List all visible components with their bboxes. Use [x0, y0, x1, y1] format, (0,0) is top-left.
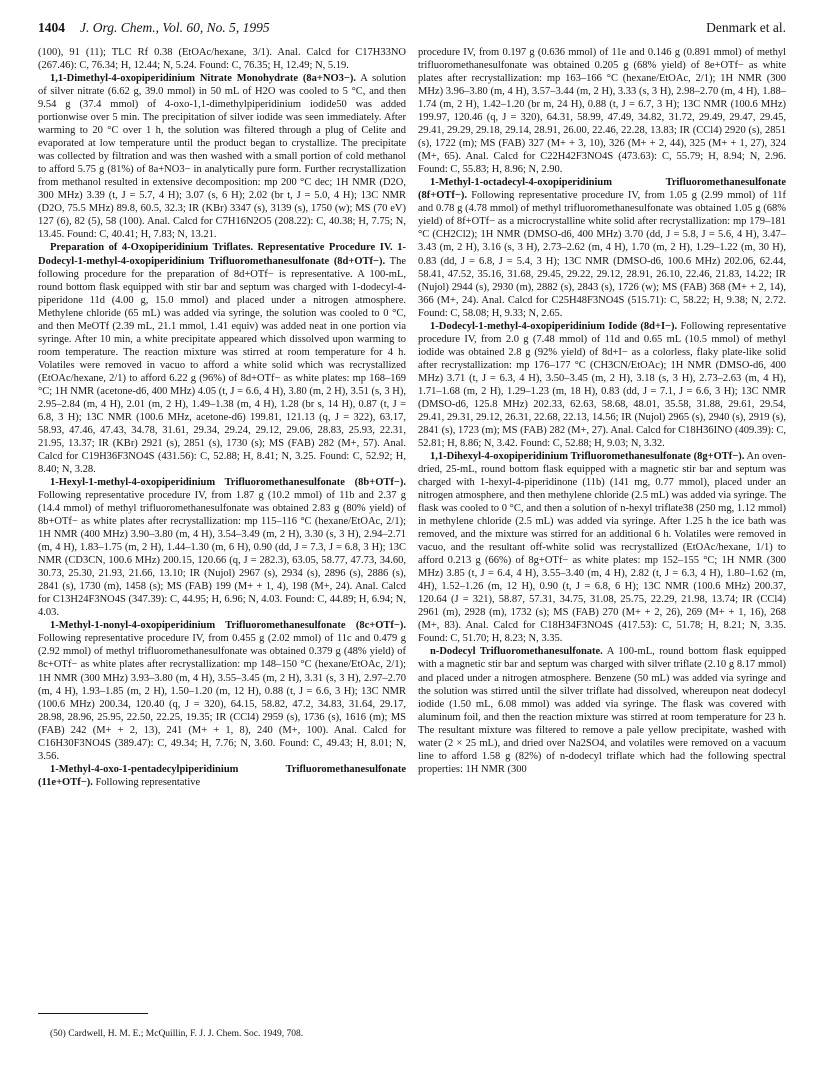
paragraph — [418, 176, 786, 319]
paragraph-heading: n-Dodecyl Trifluoromethanesulfonate. — [430, 646, 603, 658]
paragraph-text: A 100-mL, round bottom flask equipped with a magnetic stir bar and septum was charged with silver triflate (2.10 g 8.17 mmol) and placed under a nitrogen atmosphere. Benzene (50 mL) was added via syringe and the solution was stirred until the silver triflate had dissolved, whereupon neat dodecyl iodide (1.50 mL, 6.08 mmol) was added via syringe. The flask was covered with aluminum foil, and then the reaction mixture was stirred at room temperature for 23 h. The resultant mixture was filtered to remove a pale yellow precipitate, washed with water (2 × 25 mL), and dried over Na2SO4, and volatiles were removed on a vacuum line to afford 1.58 g (82%) of n-dodecyl triflate which had the following spectral properties: 1H NMR (300 — [418, 646, 786, 775]
paragraph-text: (100), 91 (11); TLC Rf 0.38 (EtOAc/hexane, 3/1). Anal. Calcd for C17H33NO (267.46): C, 76.34; H, 12.44; N, 5.24. Found: C, 76.35; H, 12.49; N, 5.19. — [38, 47, 406, 72]
paragraph-heading: 1,1-Dimethyl-4-oxopiperidinium Nitrate Monohydrate (8a+NO3−). — [50, 73, 356, 85]
footnote-rule — [38, 1013, 148, 1014]
paragraph-heading: 1-Hexyl-1-methyl-4-oxopiperidinium Trifluoromethanesulfonate (8b+OTf−). — [50, 477, 406, 489]
paragraph — [38, 763, 406, 789]
paragraph-heading: 1-Dodecyl-1-methyl-4-oxopiperidinium Iodide (8d+I−). — [430, 320, 678, 332]
paragraph — [38, 46, 406, 72]
journal-citation: J. Org. Chem., Vol. 60, No. 5, 1995 — [80, 20, 270, 35]
paragraph — [418, 645, 786, 775]
paragraph — [38, 72, 406, 241]
right-column — [418, 46, 786, 776]
paragraph — [418, 320, 786, 450]
page-header — [38, 20, 786, 40]
paragraph-text: The following procedure for the preparation of 8d+OTf− is representative. A 100-mL, round bottom flask equipped with stir bar and septum was charged with 1-dodecyl-4-piperidone 11d (4.00 g, 15.0 mmol) and placed under a nitrogen atmosphere. Methylene chloride (65 mL) was added via syringe, the solution was cooled to 0 °C, and then MeOTf (2.39 mL, 21.1 mmol, 1.41 equiv) was added neat in one portion via syringe. After 10 min, a white precipitate appeared which dissolved upon warming to room temperature. The reaction mixture was stirred at room temperature for 4 h. Volatiles were removed in vacuo to afford a white solid which was recrystallized (EtOAc/hexane, 2/1) to afford 6.22 g (96%) of 8d+OTf− as white plates: mp 168–169 °C; 1H NMR (acetone-d6, 400 MHz) 4.05 (t, J = 6.6, 4 H), 3.80 (m, 2 H), 3.51 (s, 3 H), 2.95–2.84 (m, 4 H), 2.01 (m, 2 H), 1.49–1.38 (m, 4 H), 1.28 (br s, 14 H), 0.87 (t, J = 6.8, 3 H); 13C NMR (100.6 MHz, acetone-d6) 199.81, 121.13 (q, J = 322), 63.17, 58.93, 47.46, 47.43, 34.78, 31.61, 29.34, 29.24, 29.12, 29.06, 28.83, 25.93, 22.31, 21.95, 13.37; IR (KBr) 2921 (s), 2851 (s), 1730 (s); MS (FAB) 282 (M+, 57). Anal. Calcd for C19H36F3NO4S (431.56): C, 52.88; H, 8.41; N, 3.25. Found: C, 52.92; H, 8.40; N, 3.28. — [38, 255, 406, 475]
paragraph-text: An oven-dried, 25-mL, round bottom flask equipped with a magnetic stir bar and septum was charged with 1-hexyl-4-piperidinone (11b) (141 mg, 0.77 mmol), placed under an nitrogen atmosphere, and then methylene chloride (2.5 mL) was added via syringe. The flask was cooled to 0 °C, and then a solution of n-hexyl triflate38 (250 mg, 1.12 mmol) in methylene chloride (2.5 mL) was added via syringe. After 1.25 h the ice bath was removed, and the mixture was stirred for an additional 6 h. Volatiles were removed in vacuo, and the resultant off-white solid was recrystallized (EtOAc/hexane, 1/1) to afford 0.213 g (66%) of 8g+OTf− as white plates: mp 152–155 °C; 1H NMR (300 MHz) 3.85 (t, J = 6.4, 4 H), 3.55–3.40 (m, 4 H), 2.82 (t, J = 6.3, 4 H), 1.80–1.62 (m, 4H), 1.52–1.26 (m, 12 H), 0.90 (t, J = 6.8, 6 H); 13C NMR (100.6 MHz) 200.37, 120.64 (J = 321), 58.87, 57.31, 34.75, 31.08, 25.75, 22.29, 21.98, 13.74; IR (CCl4) 2961 (m), 2928 (m), 1732 (s); MS (FAB) 270 (M+ + 2, 26), 269 (M+ + 1, 16), 268 (M+, 83). Anal. Calcd for C18H34F3NO4S (417.53): C, 51.78; H, 8.21; N, 3.35. Found: C, 51.70; H, 8.23; N, 3.35. — [418, 450, 786, 645]
left-column — [38, 46, 406, 789]
page-number: 1404 — [38, 20, 65, 35]
paragraph-text: Following representative procedure IV, from 2.0 g (7.48 mmol) of 11d and 0.65 mL (10.5 mmol) of methyl iodide was obtained 2.8 g (92% yield) of 8d+I− as a colorless, flaky plate-like solid after recrystallization: mp 176–177 °C (CH3CN/EtOAc); 1H NMR (DMSO-d6, 400 MHz) 3.71 (t, J = 6.3, 4 H), 3.50–3.45 (m, 2 H), 3.18 (s, 3 H), 2.73–2.63 (m, 4 H), 1.71–1.68 (m, 2 H), 1.29–1.23 (m, 18 H), 0.83 (dd, J = 7.1, J = 6.6, 3 H); 13C NMR (DMSO-d6, 125.8 MHz) 202.33, 62.63, 58.68, 48.01, 35.58, 31.88, 29.61, 29.54, 29.41, 29.31, 29.12, 26.31, 22.68, 22.13, 14.56; IR (Nujol) 2965 (s), 2940 (s), 2919 (s), 2841 (s), 1723 (m); MS (FAB) 282 (M+, 27). Anal. Calcd for C18H36INO (409.39): C, 52.81; H, 8.86; N, 3.42. Found: C, 52.88; H, 9.03; N, 3.32. — [418, 320, 787, 449]
paragraph — [38, 241, 406, 476]
paragraph-text: A solution of silver nitrate (6.62 g, 39.0 mmol) in 50 mL of H2O was cooled to 5 °C, and then 9.54 g (37.4 mmol) of 4-oxo-1,1-dimethylpiperidinium iodide50 was added portionwise over 5 min. The precipitation of silver iodide was seen immediately. After warming to 20 °C over 1 h, the solution was filtered through a plug of Celite and evaporated at low temperature until the product began to crystallize. The precipitate was collected by filtration and was then washed with a small portion of cold methanol to afford 5.75 g (81%) of 8a+NO3− in analytically pure form. Further recrystallization from methanol resulted in extensive decomposition: mp 200 °C dec; 1H NMR (D2O, 300 MHz) 3.39 (t, J = 5.7, 4 H); 3.07 (s, 6 H); 2.02 (br t, J = 5.0, 4 H); 13C NMR (D2O, 75.5 MHz) 89.8, 60.5, 32.3; IR (KBr) 3347 (s), 3139 (s), 1750 (w); MS (70 eV) 127 (6), 82 (5), 58 (100). Anal. Calcd for C7H16N2O5 (208.22): C, 40.38; H, 7.75; N, 13.45. Found: C, 40.41; H, 7.83; N, 13.21. — [38, 73, 406, 241]
paragraph-text: Following representative procedure IV, from 1.87 g (10.2 mmol) of 11b and 2.37 g (14.4 mmol) of methyl trifluoromethanesulfonate was obtained 2.83 g (80% yield) of 8b+OTf− as white plates after recrystallization: mp 115–116 °C (hexane/EtOAc, 2/1); 1H NMR (400 MHz) 3.90–3.80 (m, 4 H), 3.54–3.49 (m, 2 H), 3.30 (s, 3 H), 2.94–2.71 (m, 4 H), 1.83–1.75 (m, 2 H), 1.44–1.30 (m, 6 H), 0.90 (dd, J = 7.3, J = 6.8, 3 H); 13C NMR (CD3CN, 100.6 MHz) 200.15, 120.66 (q, J = 282.3), 63.05, 58.77, 47.73, 34.60, 30.73, 25.30, 21.93, 21.66, 13.10; IR (Nujol) 2967 (s), 2934 (s), 2896 (s), 2886 (s), 2841 (s), 1730 (m), 1458 (s); MS (FAB) 199 (M+ + 1, 4), 198 (M+, 24). Anal. Calcd for C13H24F3NO4S (347.39): C, 44.95; H, 6.96; N, 4.03. Found: C, 44.89; H, 6.94; N, 4.03. — [38, 490, 406, 619]
paragraph-heading: 1-Methyl-4-oxo-1-pentadecylpiperidinium Trifluoromethanesulfonate (11e+OTf−). — [38, 763, 406, 788]
paragraph-heading: Preparation of 4-Oxopiperidinium Triflates. Representative Procedure IV. 1-Dodecyl-1-methyl-4-oxopiperidinium Trifluoromethanesulfonate (8d+OTf−). — [38, 242, 406, 267]
paragraph — [418, 450, 786, 645]
paragraph-heading: 1-Methyl-1-octadecyl-4-oxopiperidinium Trifluoromethanesulfonate (8f+OTf−). — [418, 177, 786, 202]
paragraph-heading: 1-Methyl-1-nonyl-4-oxopiperidinium Trifluoromethanesulfonate (8c+OTf−). — [50, 620, 406, 632]
footnote: (50) Cardwell, H. M. E.; McQuillin, F. J. J. Chem. Soc. 1949, 708. — [50, 1028, 304, 1039]
paragraph — [418, 46, 786, 176]
paragraph-text: Following representative — [95, 776, 201, 788]
paragraph — [38, 619, 406, 762]
running-authors: Denmark et al. — [706, 20, 786, 35]
paragraph-text: procedure IV, from 0.197 g (0.636 mmol) of 11e and 0.146 g (0.891 mmol) of methyl trifluoromethanesulfonate was obtained 0.205 g (68% yield) of 8e+OTf− as white plates after recrystallization: mp 163–166 °C (hexane/EtOAc, 2/1); 1H NMR (300 MHz) 3.96–3.80 (m, 4 H), 3.57–3.44 (m, 2 H), 3.33 (s, 3 H), 2.98–2.70 (m, 4 H), 1.88–1.74 (m, 2 H), 1.42–1.20 (br m, 24 H), 0.88 (t, J = 6.7, 3 H); 13C NMR (100.6 MHz) 199.97, 120.46 (q, J = 320), 64.31, 58.99, 47.49, 34.82, 31.72, 29.49, 29.47, 29.45, 29.41, 29.29, 29.18, 29.14, 28.91, 26.00, 22.46, 22.28, 13.83; IR (CCl4) 2920 (s), 2851 (s), 1722 (m); MS (FAB) 327 (M+ + 3, 10), 326 (M+ + 2, 44), 325 (M+ + 1, 27), 324 (M+, 65). Anal. Calcd for C22H42F3NO4S (473.63): C, 55.79; H, 8.94; N, 2.96. Found: C, 55.83; H, 8.96; N, 2.90. — [418, 47, 786, 176]
paragraph-text: Following representative procedure IV, from 0.455 g (2.02 mmol) of 11c and 0.479 g (2.92 mmol) of methyl trifluoromethanesulfonate was obtained 0.379 g (48% yield) of 8c+OTf− as white plates after recrystallization: mp 148–150 °C (hexane/EtOAc, 2/1); 1H NMR (300 MHz) 3.93–3.80 (m, 4 H), 3.55–3.45 (m, 2 H), 3.31 (s, 3 H), 2.97–2.70 (m, 4 H), 1.93–1.85 (m, 2 H), 1.50–1.20 (m, 12 H), 0.88 (t, J = 6.6, 3 H); 13C NMR (100.6 MHz) 200.34, 120.40 (q, J = 320), 64.15, 58.82, 47.2, 34.83, 31.64, 29.17, 28.98, 28.96, 25.95, 22.50, 22.25, 19.35; IR (CCl4) 2959 (s), 1736 (s), 1616 (m); MS (FAB) 242 (M+ + 2, 13), 241 (M+ + 1, 8), 240 (M+, 100). Anal. Calcd for C16H30F3NO4S (389.47): C, 49.34; H, 7.76; N, 3.60. Found: C, 49.43; H, 8.01; N, 3.56. — [38, 633, 406, 762]
paragraph-heading: 1,1-Dihexyl-4-oxopiperidinium Trifluoromethanesulfonate (8g+OTf−). — [430, 450, 745, 462]
paragraph-text: Following representative procedure IV, from 1.05 g (2.99 mmol) of 11f and 0.78 g (4.78 mmol) of methyl trifluoromethanesulfonate was obtained 1.05 g (68% yield) of 8f+OTf− as a microcrystalline white solid after recrystallization: mp 179–181 °C (CH2Cl2); 1H NMR (DMSO-d6, 400 MHz) 3.70 (dd, J = 5.8, J = 5.6, 4 H), 3.47–3.43 (m, 2 H), 3.16 (s, 3 H), 2.73–2.62 (m, 4 H), 1.70 (m, 2 H), 1.29–1.22 (m, 30 H), 0.83 (dd, J = 6.8, J = 5.4, 3 H); 13C NMR (DMSO-d6, 100.6 MHz) 202.06, 62.44, 58.41, 47.52, 35.16, 31.68, 29.45, 29.22, 29.12, 28.91, 26.10, 22.46, 21.83, 14.22; IR (Nujol) 2944 (s), 2930 (m), 2882 (s), 2843 (s), 1726 (w); MS (FAB) 368 (M+ + 2, 14), 366 (M+, 24). Anal. Calcd for C25H48F3NO4S (515.71): C, 58.22; H, 9.38; N, 2.72. Found: C, 58.08; H, 9.33; N, 2.65. — [418, 190, 786, 319]
paragraph — [38, 476, 406, 619]
